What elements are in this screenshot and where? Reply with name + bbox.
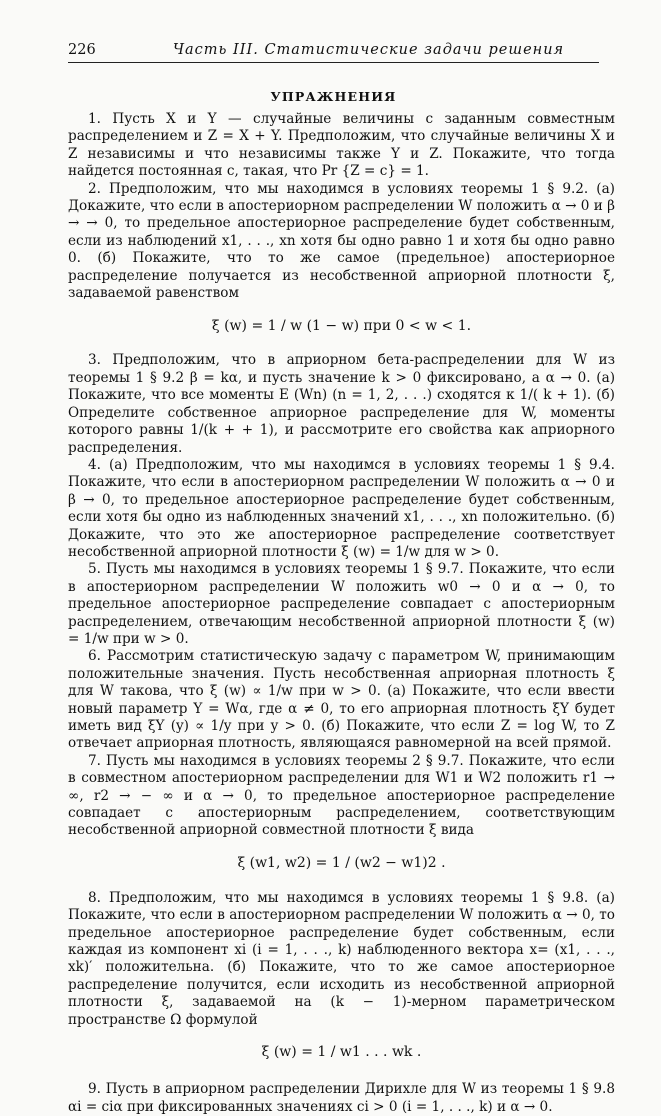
exercise-list [68,111,615,1116]
exercise-3: 3. Предположим, что в априорном бета-распределении для W из теоремы 1 § 9.2 β = kα, и пусть значение k > 0 фиксировано, а α → 0. (а) Покажите, что все моменты E (Wn) (n = 1, 2, . . .) сходятся к 1/( k + 1). (б) Определите собственное априорное распределение для W, моменты которого равны 1/(k + + 1), и рассмотрите его свойства как априорного распределения. [68,352,615,456]
exercise-7: 7. Пусть мы находимся в условиях теоремы 2 § 9.7. Покажите, что если в совместном апостериорном распределении для W1 и W2 положить r1 → ∞, r2 → − ∞ и α → 0, то предельное апостериорное распределение совпадает с апостериорным распределением, соответствующим несобственной априорной совместной плотности ξ вида [68,752,615,839]
exercise-4: 4. (а) Предположим, что мы находимся в условиях теоремы 1 § 9.4. Покажите, что если в апостериорном распределении W положить α → 0 и β → 0, то предельное апостериорное распределение будет собственным, если хотя бы одно из наблюденных значений x1, . . ., xn положительно. (б) Докажите, что это же апостериорное распределение соответствует несобственной априорной плотности ξ (w) = 1/w для w > 0. [68,456,615,560]
formula-dirichlet-density: ξ (w) = 1 / w1 . . . wk . [261,1044,422,1061]
exercise-6: 6. Рассмотрим статистическую задачу с параметром W, принимающим положительные значения. Пусть несобственная априорная плотность ξ для W такова, что ξ (w) ∝ 1/w при w > 0. (а) Покажите, что если ввести новый параметр Y = Wα, где α ≠ 0, то его априорная плотность ξY будет иметь вид ξY (y) ∝ 1/y при y > 0. (б) Покажите, что если Z = log W, то Z отвечает априорная плотность, являющаяся равномерной на всей прямой. [68,648,615,752]
page-number: 226 [68,42,96,58]
exercise-2: 2. Предположим, что мы находимся в условиях теоремы 1 § 9.2. (а) Докажите, что если в апостериорном распределении W положить α → 0 и β → → 0, то предельное апостериорное распределение будет собственным, если из наблюдений x1, . . ., xn хотя бы одно равно 1 и хотя бы одно равно 0. (б) Покажите, что то же самое (предельное) апостериорное распределение получается из несобственной априорной плотности ξ, задаваемой равенством [68,180,615,302]
exercise-1: 1. Пусть X и Y — случайные величины с заданным совместным распределением и Z = X + Y. Предположим, что случайные величины X и Z независимы и что независимы также Y и Z. Покажите, что тогда найдется постоянная c, такая, что Pr {Z = c} = 1. [68,111,615,180]
exercise-8: 8. Предположим, что мы находимся в условиях теоремы 1 § 9.8. (а) Покажите, что если в апостериорном распределении W положить α → 0, то предельное апостериорное распределение будет собственным, если каждая из компонент xi (i = 1, . . ., k) наблюденного вектора x= (x1, . . ., xk)′ положительна. (б) Покажите, что то же самое апостериорное распределение получится, если исходить из несобственной априорной плотности ξ, задаваемой на (k − 1)-мерном параметрическом пространстве Ω формулой [68,889,615,1028]
exercise-9: 9. Пусть в априорном распределении Дирихле для W из теоремы 1 § 9.8 αi = ciα при фиксированных значениях ci > 0 (i = 1, . . ., k) и α → 0. [68,1081,615,1115]
section-title: УПРАЖНЕНИЯ [270,89,397,104]
running-title: Часть III. Статистические задачи решения [172,42,565,58]
exercise-5: 5. Пусть мы находимся в условиях теоремы 1 § 9.7. Покажите, что если в апостериорном распределении W положить w0 → 0 и α → 0, то предельное апостериорное распределение совпадает с апостериорным распределением, отвечающим несобственной априорной плотности ξ (w) = 1/w при w > 0. [68,561,615,647]
running-header [68,40,599,63]
formula-joint-density: ξ (w1, w2) = 1 / (w2 − w1)2 . [237,854,446,871]
formula-prior-density: ξ (w) = 1 / w (1 − w) при 0 < w < 1. [211,318,472,335]
